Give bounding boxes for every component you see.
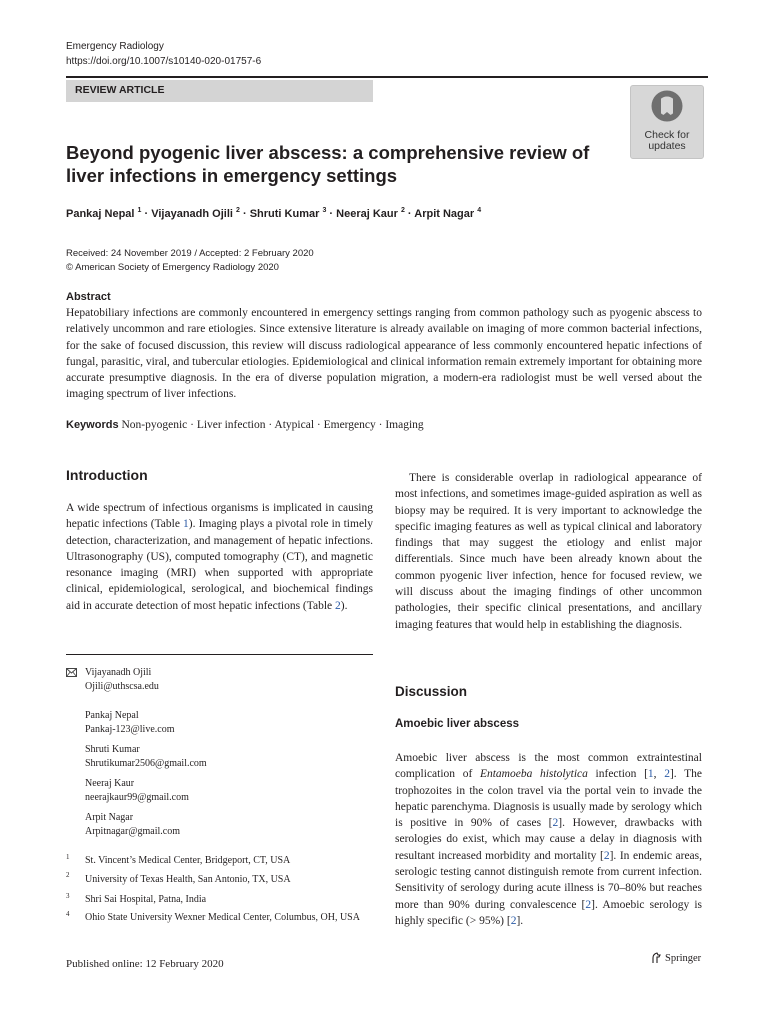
check-for-updates-badge[interactable] <box>630 85 704 159</box>
author-affiliation: 2 <box>236 207 240 214</box>
published-date: Published online: 12 February 2020 <box>66 958 224 970</box>
abstract-text: Hepatobiliary infections are commonly encountered in emergency settings ranging from common pathology such as pyogenic abscess to relatively uncommon and rare etiologies. Since extensive literature is already available on imaging of more common bacterial infections, for the sake of focused discussion, this review will discuss radiological appearance of less commonly encountered hepatic infections of fungal, parasitic, viral, and tubercular etiologies. Epidemiological and clinical information remain extremely important for obtaining more accurate presumptive diagnosis. In the era of diverse population migration, a modern-era radiologist must be well versed about the imaging spectrum of liver infections. <box>66 307 702 401</box>
author-name[interactable]: Neeraj Kaur <box>336 208 398 220</box>
publisher-name: Springer <box>665 952 702 964</box>
keywords-line <box>66 419 424 431</box>
introduction-paragraph: A wide spectrum of infectious organisms is implicated in causing hepatic infections (Table 1). Imaging plays a pivotal role in timely detection, characterization, and management of hepatic infections. Ultrasonography (US), computed tomography (CT), and magnetic resonance imaging (MRI) when supported with appropriate clinical, epidemiological, serological, and biochemical findings aid in accurate detection of most hepatic infections (Table 2). <box>66 502 373 612</box>
discussion-heading: Discussion <box>395 684 468 699</box>
check-label-line2: updates <box>648 140 686 152</box>
author-name[interactable]: Arpit Nagar <box>414 208 475 220</box>
contact-email[interactable]: Shrutikumar2506@gmail.com <box>85 757 207 769</box>
contact-name: Arpit Nagar <box>85 812 134 823</box>
article-type-label: REVIEW ARTICLE <box>75 84 165 96</box>
contact-name: Neeraj Kaur <box>85 778 135 789</box>
affiliation-text: University of Texas Health, San Antonio, TX, USA <box>85 874 291 885</box>
author-name[interactable]: Pankaj Nepal <box>66 208 135 220</box>
copyright-text: American Society of Emergency Radiology 2020 <box>75 262 279 273</box>
article-title: Beyond pyogenic liver abscess: a comprehensive review of liver infections in emergency settings <box>66 142 590 186</box>
author-affiliation: 4 <box>477 207 482 214</box>
contact-entry <box>85 743 207 770</box>
abstract-heading: Abstract <box>66 291 111 303</box>
ref-link[interactable]: 2 <box>585 898 592 911</box>
contact-email[interactable]: Arpitnagar@gmail.com <box>85 825 181 837</box>
bookmark-ribbon-icon <box>650 89 684 129</box>
contact-name: Shruti Kumar <box>85 744 140 755</box>
organism-name: Entamoeba histolytica <box>479 768 588 781</box>
keywords-text: Non-pyogenic · Liver infection · Atypical · Emergency · Imaging <box>121 419 424 431</box>
affiliation-text: Shri Sai Hospital, Patna, India <box>85 894 207 905</box>
doi-link[interactable]: https://doi.org/10.1007/s10140-020-01757-6 <box>66 56 262 67</box>
envelope-icon <box>66 668 77 677</box>
table-1-link[interactable]: 1 <box>183 518 189 531</box>
contact-name: Vijayanadh Ojili <box>85 667 152 678</box>
correspondence-rule <box>66 654 373 655</box>
affiliation-number: 4 <box>66 910 70 918</box>
table-2-link[interactable]: 2 <box>335 599 341 612</box>
affiliation-text: Ohio State University Wexner Medical Center, Columbus, OH, USA <box>85 912 360 923</box>
contact-email[interactable]: Ojili@uthscsa.edu <box>85 680 159 692</box>
header-rule <box>66 76 708 78</box>
author-list: Pankaj Nepal $^1$ · Vijayanadh Ojili $^2$ · Shruti Kumar $^3$ · Neeraj Kaur $^2$ · Arpit Nagar $^4$ <box>66 207 482 220</box>
amoebic-liver-abscess-heading: Amoebic liver abscess <box>395 718 520 730</box>
ref-link[interactable]: 2 <box>510 914 517 927</box>
ref-link[interactable]: 1 <box>647 768 654 781</box>
copyright-icon: © <box>66 262 73 273</box>
affiliation-number: 3 <box>66 892 70 900</box>
contact-entry <box>85 666 159 693</box>
copyright-line <box>66 262 279 273</box>
introduction-heading: Introduction <box>66 467 148 483</box>
author-affiliation: 3 <box>322 207 327 214</box>
author-name[interactable]: Vijayanadh Ojili <box>151 208 233 220</box>
contact-email[interactable]: neerajkaur99@gmail.com <box>85 791 189 803</box>
contact-entry <box>85 709 174 736</box>
author-affiliation: 2 <box>400 207 405 214</box>
ref-link[interactable]: 2 <box>552 817 559 830</box>
introduction-paragraph-2: There is considerable overlap in radiological appearance of most infections, and sometimes image-guided aspiration as well as biopsy may be required. It is very important to acknowledge the specific imaging features as well as typical clinical and laboratory findings that may suggest the etiology and enlist major differentials. Since much have been already known about the common pyogenic liver infection, hence for focused review, we will discuss about the imaging findings of other uncommon pathologies, their specific clinical presentations, and ancillary imaging features that would help in establishing the diagnosis. <box>395 472 702 631</box>
author-affiliation: 1 <box>137 207 142 214</box>
journal-name: Emergency Radiology <box>66 41 164 52</box>
amoebic-paragraph: Amoebic liver abscess is the most common extraintestinal complication of Entamoeba histolytica infection [1, 2]. The trophozoites in the colon travel via the portal vein to invade the hepatic parenchyma. Diagnosis is usually made by serology which is positive in 90% of cases [2]. However, drawbacks with serologies do exist, which may cause a delay in diagnosis with resultant increased morbidity and mortality [2]. In endemic areas, serologic testing cannot distinguish remote from current infection. Sensitivity of serology during acute illness is 70–80% but reaches more than 90% during convalescence [2]. Amoebic serology is highly specific (> 95%) [2]. <box>395 752 703 927</box>
received-accepted-dates: Received: 24 November 2019 / Accepted: 2 February 2020 <box>66 248 314 259</box>
ref-link[interactable]: 2 <box>603 849 610 862</box>
article-type-bar <box>66 80 373 102</box>
contact-name: Pankaj Nepal <box>85 710 139 721</box>
springer-horse-icon <box>650 952 662 964</box>
contact-entry <box>85 777 189 804</box>
publisher-logo <box>650 952 701 964</box>
affiliation-number: 1 <box>66 853 70 861</box>
affiliation-number: 2 <box>66 871 70 879</box>
ref-link[interactable]: 2 <box>664 768 670 781</box>
check-label-line1: Check for <box>644 129 690 141</box>
affiliation-text: St. Vincent’s Medical Center, Bridgeport, CT, USA <box>85 855 291 866</box>
contact-entry <box>85 811 180 838</box>
contact-email[interactable]: Pankaj-123@live.com <box>85 723 175 735</box>
keywords-label: Keywords <box>66 419 119 431</box>
author-name[interactable]: Shruti Kumar <box>249 208 320 220</box>
